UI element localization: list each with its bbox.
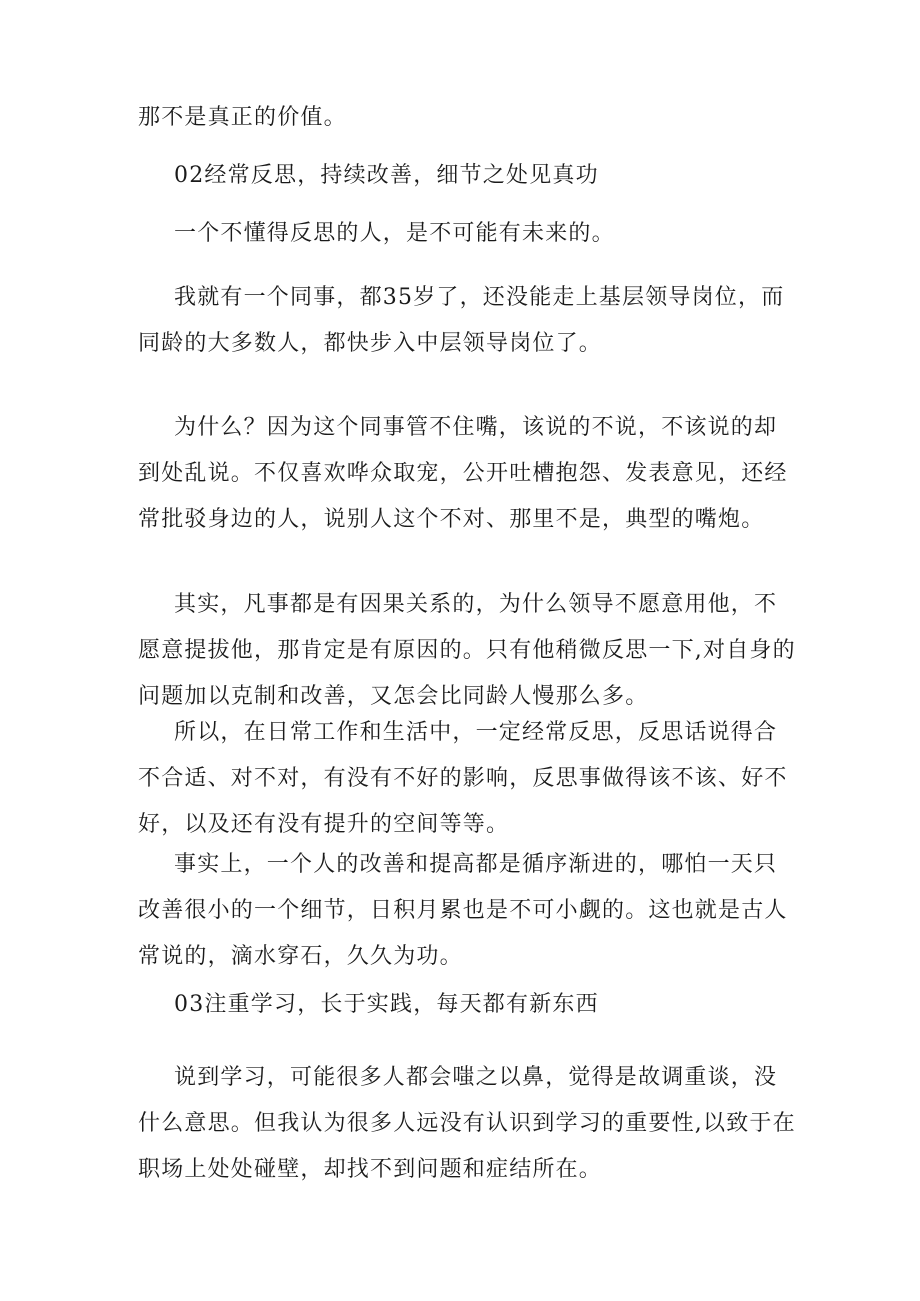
paragraph: 所以，在日常工作和生活中，一定经常反思，反思话说得合不合适、对不对，有没有不好的影响，反思事做得该不该、好不好，以及还有没有提升的空间等等。 <box>138 720 788 837</box>
section-heading-02: 02经常反思，持续改善，细节之处见真功 <box>174 163 599 188</box>
paragraph: 一个不懂得反思的人，是不可能有未来的。 <box>174 221 615 246</box>
section-heading-03: 03注重学习，长于实践，每天都有新东西 <box>174 992 599 1017</box>
paragraph: 其实，凡事都是有因果关系的，为什么领导不愿意用他，不愿意提拔他，那肯定是有原因的。只有他稍微反思一下,对自身的问题加以克制和改善，又怎会比同龄人慢那么多。 <box>138 592 796 709</box>
paragraph-continuation: 那不是真正的价值。 <box>138 105 347 130</box>
paragraph: 为什么？因为这个同事管不住嘴，该说的不说，不该说的却到处乱说。不仅喜欢哗众取宠，公开吐槽抱怨、发表意见，还经常批驳身边的人，说别人这个不对、那里不是，典型的嘴炮。 <box>138 415 788 532</box>
paragraph: 说到学习，可能很多人都会嗤之以鼻，觉得是故调重谈，没什么意思。但我认为很多人远没有认识到学习的重要性,以致于在职场上处处碰壁，却找不到问题和症结所在。 <box>138 1065 796 1182</box>
paragraph: 我就有一个同事，都35岁了，还没能走上基层领导岗位，而同龄的大多数人，都快步入中层领导岗位了。 <box>138 285 785 356</box>
paragraph: 事实上，一个人的改善和提高都是循序渐进的，哪怕一天只改善很小的一个细节，日积月累也是不可小觑的。这也就是古人常说的，滴水穿石，久久为功。 <box>138 852 788 969</box>
